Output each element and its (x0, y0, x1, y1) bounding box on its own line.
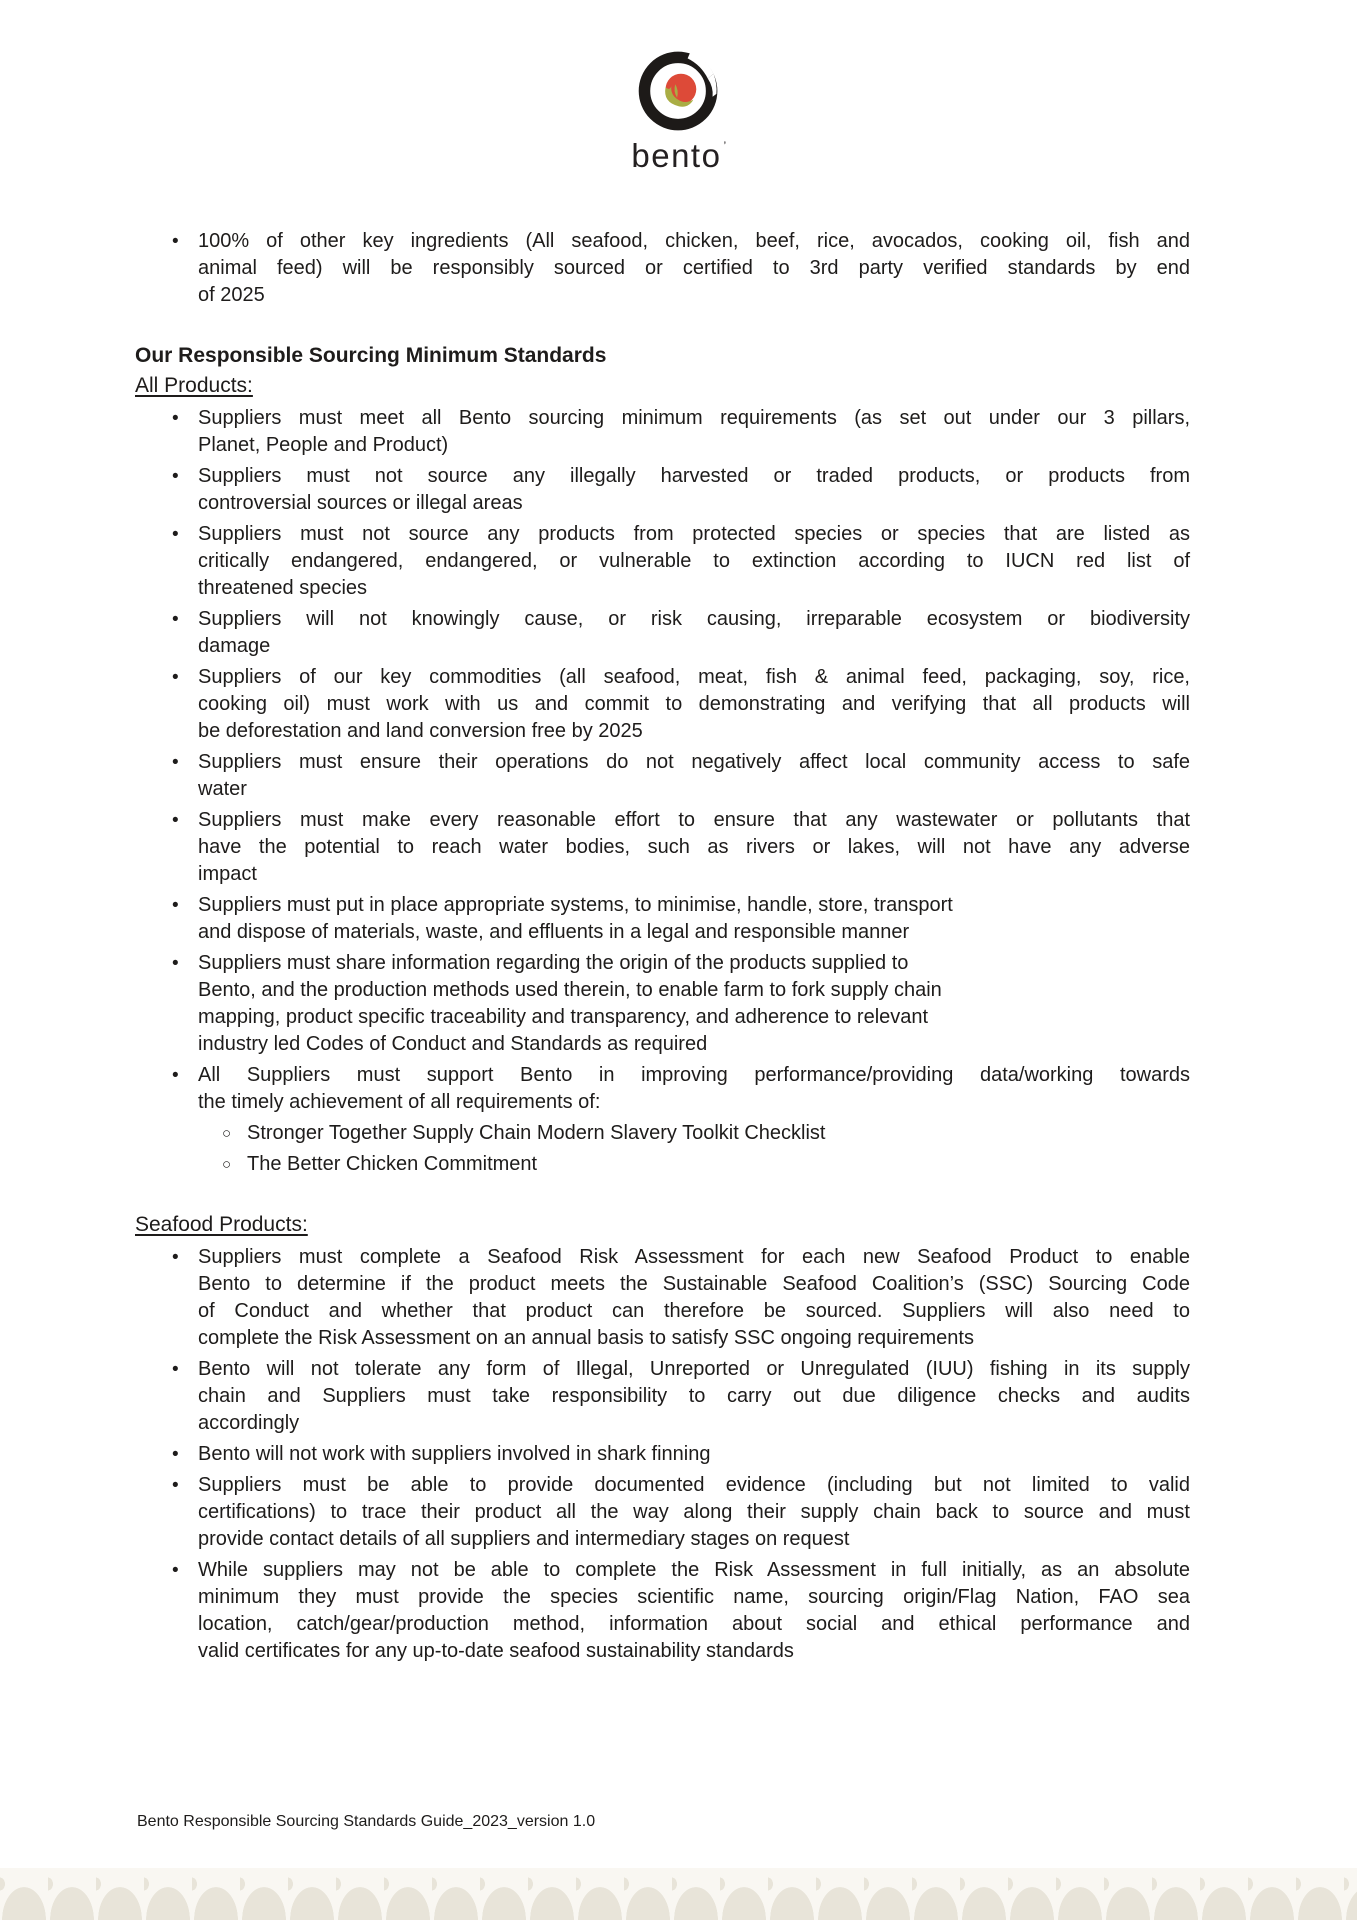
bullet-item (135, 228, 1190, 309)
section-bullet-list (135, 405, 1190, 1178)
bullet-text (198, 228, 1190, 309)
circle-bullet-marker: ○ (222, 1125, 232, 1142)
bullet-line: certifications) to trace their product all the way along their supply chain back to source and must (198, 1501, 1190, 1523)
circle-bullet-marker: ○ (222, 1156, 232, 1173)
bullet-text (198, 521, 1190, 602)
bullet-line: The Better Chicken Commitment (247, 1153, 538, 1175)
section-title: Our Responsible Sourcing Minimum Standards (135, 344, 607, 367)
disc-bullet-marker: • (172, 1560, 179, 1581)
bullet-text (198, 606, 1190, 660)
bullet-line: minimum they must provide the species scientific name, sourcing origin/Flag Nation, FAO sea (198, 1586, 1190, 1608)
doc-section (135, 341, 1190, 1178)
disc-bullet-marker: • (172, 810, 179, 831)
decorative-scallop-border (0, 1868, 1357, 1920)
bullet-line: of Conduct and whether that product can therefore be sourced. Suppliers will also need to (198, 1300, 1190, 1322)
bullet-line: Suppliers must not source any illegally harvested or traded products, or products from (198, 465, 1190, 487)
bullet-line: Suppliers of our key commodities (all seafood, meat, fish & animal feed, packaging, soy, rice, (198, 666, 1190, 688)
bullet-text (198, 1062, 1190, 1116)
bento-enso-logo-icon (631, 44, 727, 138)
bullet-line: Stronger Together Supply Chain Modern Slavery Toolkit Checklist (247, 1122, 826, 1144)
bullet-line: Suppliers must not source any products from protected species or species that are listed as (198, 523, 1190, 545)
bullet-line: All Suppliers must support Bento in improving performance/providing data/working towards (198, 1064, 1190, 1086)
bullet-item (135, 405, 1190, 459)
disc-bullet-marker: • (172, 524, 179, 545)
bullet-line: Planet, People and Product) (198, 434, 449, 456)
bullet-line: Bento will not tolerate any form of Illegal, Unreported or Unregulated (IUU) fishing in its supply (198, 1358, 1190, 1380)
bullet-line: Suppliers must ensure their operations do not negatively affect local community access to safe (198, 751, 1190, 773)
bullet-line: critically endangered, endangered, or vulnerable to extinction according to IUCN red list of (198, 550, 1190, 572)
bullet-text (247, 1120, 1190, 1147)
bullet-text (198, 749, 1190, 803)
bullet-item (135, 1062, 1190, 1116)
disc-bullet-marker: • (172, 1065, 179, 1086)
bullet-item (135, 1120, 1190, 1147)
bullet-text (198, 1244, 1190, 1352)
bullet-item (135, 664, 1190, 745)
bullet-line: water (198, 778, 247, 800)
bullet-line: valid certificates for any up-to-date seafood sustainability standards (198, 1640, 794, 1662)
bullet-line: the timely achievement of all requirements of: (198, 1091, 601, 1113)
bullet-text (247, 1151, 1190, 1178)
disc-bullet-marker: • (172, 953, 179, 974)
brand-wordmark (631, 137, 728, 174)
bullet-line: mapping, product specific traceability and transparency, and adherence to relevant (198, 1006, 929, 1028)
bullet-line: controversial sources or illegal areas (198, 492, 523, 514)
disc-bullet-marker: • (172, 1247, 179, 1268)
section-subtitle: All Products: (135, 374, 253, 397)
bullet-line: Bento will not work with suppliers involved in shark finning (198, 1443, 711, 1465)
disc-bullet-marker: • (172, 667, 179, 688)
bullet-item (135, 1472, 1190, 1553)
bullet-line: While suppliers may not be able to complete the Risk Assessment in full initially, as an absolute (198, 1559, 1190, 1581)
bullet-line: Suppliers must put in place appropriate systems, to minimise, handle, store, transport (198, 894, 953, 916)
bullet-item (135, 1356, 1190, 1437)
bullet-text (198, 463, 1190, 517)
bullet-item (135, 892, 1190, 946)
bullet-item (135, 807, 1190, 888)
sections-container (135, 341, 1190, 1665)
disc-bullet-marker: • (172, 895, 179, 916)
bullet-line: impact (198, 863, 257, 885)
bullet-text (198, 1557, 1190, 1665)
trademark-mark: ’ (723, 139, 728, 153)
bullet-line: damage (198, 635, 271, 657)
section-bullet-list (135, 1244, 1190, 1665)
document-body (135, 228, 1190, 1669)
disc-bullet-marker: • (172, 1359, 179, 1380)
bullet-line: Suppliers must be able to provide documented evidence (including but not limited to valid (198, 1474, 1190, 1496)
bullet-item (135, 463, 1190, 517)
bullet-line: cooking oil) must work with us and commit to demonstrating and verifying that all products will (198, 693, 1190, 715)
doc-section (135, 1210, 1190, 1665)
bullet-line: have the potential to reach water bodies, such as rivers or lakes, will not have any adverse (198, 836, 1190, 858)
bullet-item (135, 1557, 1190, 1665)
bullet-text (198, 664, 1190, 745)
document-footer-text: Bento Responsible Sourcing Standards Guide_2023_version 1.0 (137, 1813, 596, 1830)
disc-bullet-marker: • (172, 752, 179, 773)
bullet-item (135, 749, 1190, 803)
bullet-line: complete the Risk Assessment on an annual basis to satisfy SSC ongoing requirements (198, 1327, 974, 1349)
bullet-line: animal feed) will be responsibly sourced or certified to 3rd party verified standards by end (198, 257, 1190, 279)
bullet-item (135, 1151, 1190, 1178)
bullet-line: Suppliers must share information regarding the origin of the products supplied to (198, 952, 909, 974)
bullet-item (135, 606, 1190, 660)
bullet-line: location, catch/gear/production method, information about social and ethical performance and (198, 1613, 1190, 1635)
bullet-text (198, 1441, 1190, 1468)
bullet-line: Bento to determine if the product meets the Sustainable Seafood Coalition’s (SSC) Sourcing Code (198, 1273, 1190, 1295)
bullet-line: Suppliers must complete a Seafood Risk Assessment for each new Seafood Product to enable (198, 1246, 1190, 1268)
bullet-text (198, 1356, 1190, 1437)
disc-bullet-marker: • (172, 466, 179, 487)
bullet-line: chain and Suppliers must take responsibility to carry out due diligence checks and audits (198, 1385, 1190, 1407)
bullet-line: 100% of other key ingredients (All seafood, chicken, beef, rice, avocados, cooking oil, fish and (198, 230, 1190, 252)
bullet-line: Suppliers must meet all Bento sourcing minimum requirements (as set out under our 3 pillars, (198, 407, 1190, 429)
bullet-item (135, 950, 1190, 1058)
bullet-text (198, 1472, 1190, 1553)
bullet-item (135, 521, 1190, 602)
bullet-line: be deforestation and land conversion free by 2025 (198, 720, 643, 742)
disc-bullet-marker: • (172, 408, 179, 429)
bullet-line: accordingly (198, 1412, 300, 1434)
bullet-line: Suppliers must make every reasonable effort to ensure that any wastewater or pollutants that (198, 809, 1190, 831)
bullet-text (198, 950, 1190, 1058)
bullet-line: threatened species (198, 577, 368, 599)
bullet-text (198, 405, 1190, 459)
bullet-item (135, 1244, 1190, 1352)
bullet-text (198, 892, 1190, 946)
bullet-line: industry led Codes of Conduct and Standards as required (198, 1033, 708, 1055)
bullet-line: of 2025 (198, 284, 265, 306)
bullet-text (198, 807, 1190, 888)
section-subtitle: Seafood Products: (135, 1213, 308, 1236)
bullet-line: Bento, and the production methods used therein, to enable farm to fork supply chain (198, 979, 942, 1001)
brand-logo (0, 44, 1357, 172)
intro-bullet-list (135, 228, 1190, 309)
bullet-line: Suppliers will not knowingly cause, or risk causing, irreparable ecosystem or biodiversity (198, 608, 1190, 630)
bullet-item (135, 1441, 1190, 1468)
disc-bullet-marker: • (172, 231, 179, 252)
disc-bullet-marker: • (172, 1444, 179, 1465)
disc-bullet-marker: • (172, 609, 179, 630)
disc-bullet-marker: • (172, 1475, 179, 1496)
bullet-line: and dispose of materials, waste, and effluents in a legal and responsible manner (198, 921, 910, 943)
bullet-line: provide contact details of all suppliers and intermediary stages on request (198, 1528, 850, 1550)
brand-name-text: bento (631, 137, 722, 174)
